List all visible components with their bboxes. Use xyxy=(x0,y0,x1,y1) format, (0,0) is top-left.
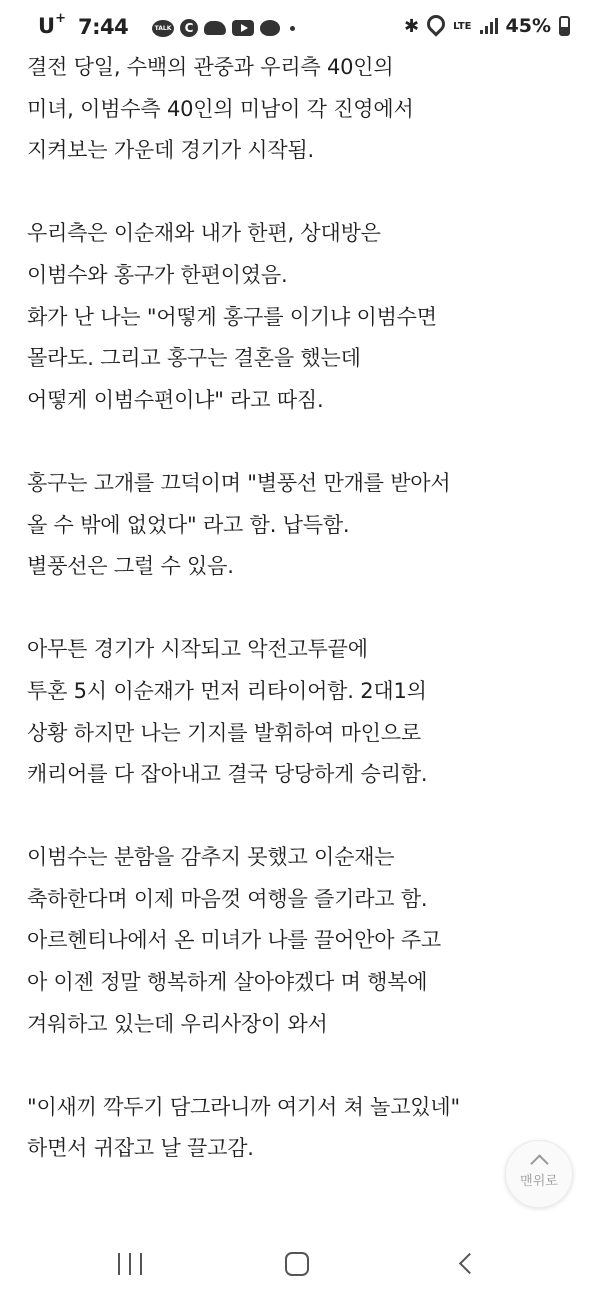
network-type-label: LTE xyxy=(453,20,472,32)
article-line: 별풍선은 그럴 수 있음. xyxy=(27,554,234,579)
weather-icon xyxy=(204,21,226,35)
article-line: 미녀, 이범수측 40인의 미남이 각 진영에서 xyxy=(27,96,414,121)
notification-icons xyxy=(152,18,295,38)
article-line: "이새끼 깍두기 담그라니까 여기서 쳐 놀고있네" xyxy=(27,1094,460,1119)
article-line: 아르헨티나에서 온 미녀가 나를 끌어안아 주고 xyxy=(27,928,442,953)
recents-button[interactable] xyxy=(118,1253,142,1275)
app-face-icon xyxy=(260,20,280,36)
article-line: 결전 당일, 수백의 관중과 우리측 40인의 xyxy=(27,55,394,79)
battery-level xyxy=(561,27,568,34)
location-icon xyxy=(423,11,448,36)
status-bar xyxy=(0,0,600,50)
battery-percent: 45% xyxy=(505,15,551,37)
blank-line xyxy=(27,796,577,838)
bluetooth-icon: ✱ xyxy=(404,15,420,37)
blank-line xyxy=(27,172,577,214)
home-button[interactable] xyxy=(285,1252,309,1276)
scroll-to-top-label: 맨위로 xyxy=(520,1174,558,1189)
article-line: 아무튼 경기가 시작되고 악전고투끝에 xyxy=(27,637,368,662)
blank-line xyxy=(27,421,577,463)
article-line: 상황 하지만 나는 기지를 발휘하여 마인으로 xyxy=(27,720,421,745)
article-line: 우리측은 이순재와 내가 한편, 상대방은 xyxy=(27,221,381,246)
article-body xyxy=(27,47,577,1170)
scroll-to-top-button[interactable] xyxy=(505,1140,573,1208)
article-line: 올 수 밖에 없었다" 라고 함. 납득함. xyxy=(27,512,350,537)
back-button[interactable] xyxy=(459,1253,480,1274)
more-notifications-dot-icon xyxy=(290,26,295,31)
article-line: 몰라도. 그리고 홍구는 결혼을 했는데 xyxy=(27,346,361,371)
c-app-icon: C xyxy=(180,19,198,37)
article-line: 아 이젠 정말 행복하게 살아야겠다 며 행복에 xyxy=(27,970,428,995)
kakaotalk-icon: TALK xyxy=(152,20,174,37)
article-line: 이범수는 분함을 감추지 못했고 이순재는 xyxy=(27,845,395,870)
blank-line xyxy=(27,1045,577,1087)
article-line: 투혼 5시 이순재가 먼저 리타이어함. 2대1의 xyxy=(27,678,427,703)
navigation-bar xyxy=(0,1230,600,1301)
signal-icon xyxy=(480,18,498,34)
youtube-icon xyxy=(232,20,254,36)
blank-line xyxy=(27,588,577,630)
article-line: 지켜보는 가운데 경기가 시작됨. xyxy=(27,138,315,163)
article-line: 이범수와 홍구가 한편이였음. xyxy=(27,262,288,287)
article-line: 캐리어를 다 잡아내고 결국 당당하게 승리함. xyxy=(27,762,428,787)
article-line: 어떻게 이범수편이냐" 라고 따짐. xyxy=(27,387,324,412)
article-line: 홍구는 고개를 끄덕이며 "별풍선 만개를 받아서 xyxy=(27,470,451,495)
battery-icon xyxy=(559,16,570,36)
clock: 7:44 xyxy=(78,15,129,39)
article-line: 축하한다며 이제 마음껏 여행을 즐기라고 함. xyxy=(27,886,428,911)
carrier-label: U+ xyxy=(38,11,66,38)
article-line: 겨워하고 있는데 우리사장이 와서 xyxy=(27,1011,328,1036)
article-line: 화가 난 나는 "어떻게 홍구를 이기냐 이범수면 xyxy=(27,304,437,329)
article-line: 하면서 귀잡고 날 끌고감. xyxy=(27,1136,254,1161)
